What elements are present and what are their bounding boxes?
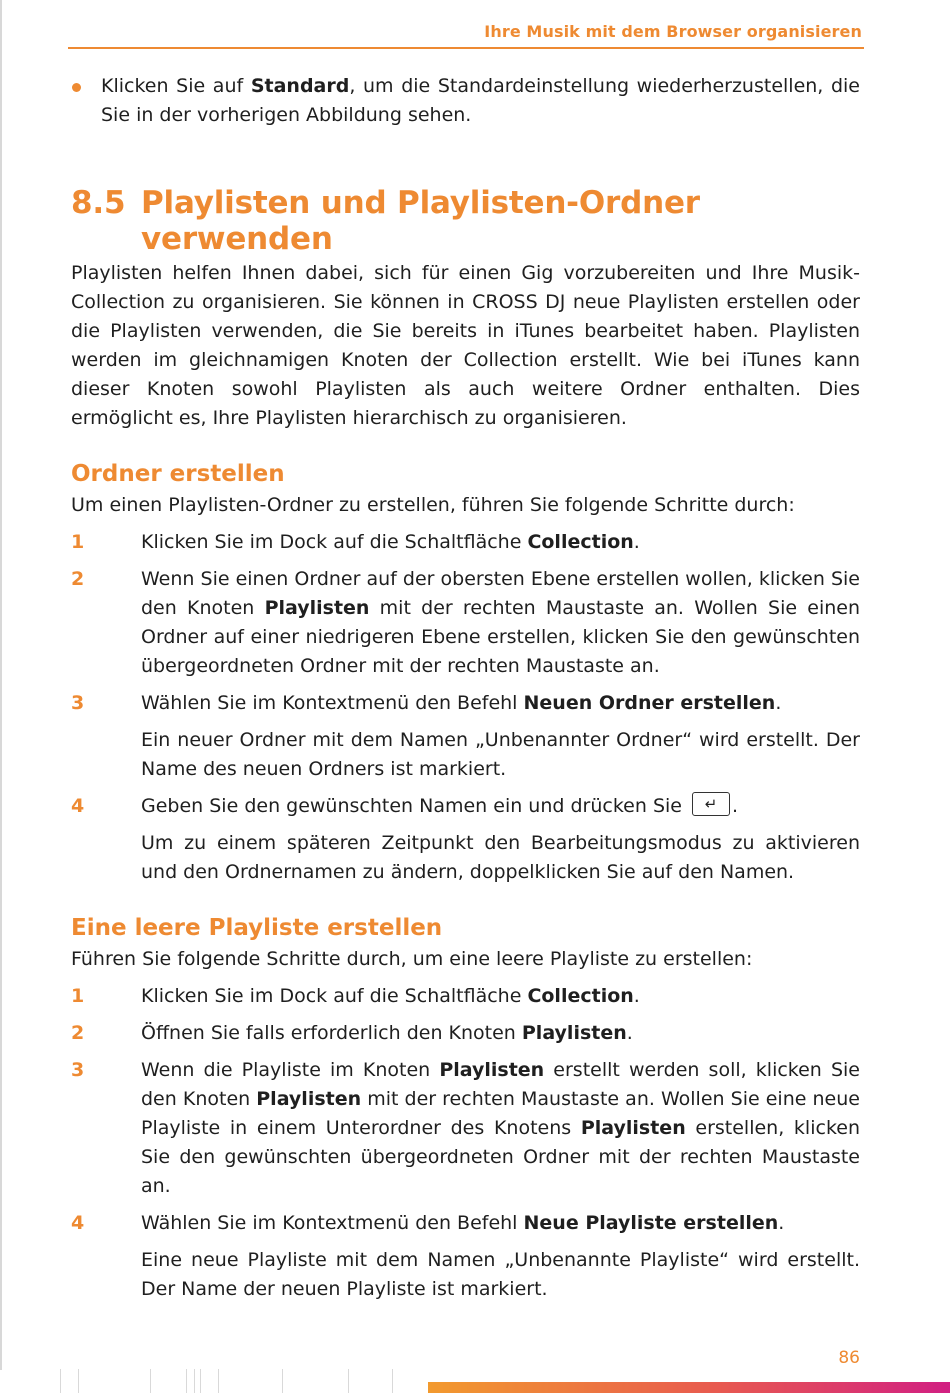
text-span: . (626, 1022, 633, 1044)
step-item (71, 528, 860, 557)
step-item (71, 565, 860, 681)
page-number: 86 (838, 1348, 860, 1368)
text-span: . (633, 531, 640, 553)
step-item (71, 792, 860, 821)
step-text (141, 792, 860, 821)
step-item (71, 1056, 860, 1201)
page-edge (0, 0, 2, 1370)
step-note: Um zu einem späteren Zeitpunkt den Bearbeitungsmodus zu aktivieren und den Ordnernamen zu ändern, doppelklicken Sie auf den Namen. (141, 832, 860, 883)
step-item (71, 982, 860, 1011)
bold-term: Neuen Ordner erstellen (523, 692, 776, 714)
text-span: Klicken Sie im Dock auf die Schaltfläche (141, 985, 528, 1007)
step-text (141, 1019, 860, 1048)
text-span: Wählen Sie im Kontextmenü den Befehl (141, 692, 524, 714)
subheading-playliste: Eine leere Playliste erstellen (71, 915, 443, 941)
text-span: . (633, 985, 640, 1007)
step-number: 3 (71, 692, 85, 714)
text-span: . (775, 692, 782, 714)
step-text (141, 565, 860, 681)
page-content (71, 70, 860, 1304)
intro-bullet-text (101, 72, 860, 130)
step-number: 4 (71, 1212, 85, 1234)
bold-term: Playlisten (580, 1117, 686, 1139)
text-span: Klicken Sie im Dock auf die Schaltfläche (141, 531, 528, 553)
bold-term: Collection (527, 531, 634, 553)
step-number: 1 (71, 531, 85, 553)
step-text (141, 1056, 860, 1201)
text-span: Wenn die Playliste im Knoten (141, 1059, 440, 1081)
text-span: Geben Sie den gewünschten Namen ein und drücken Sie (141, 795, 689, 817)
text-span: , um die Standardeinstellung wiederherzustellen, die Sie in der vorherigen Abbildung sehen. (101, 75, 860, 126)
section-number: 8.5 (71, 185, 126, 221)
step-text (141, 1209, 860, 1238)
step-note: Eine neue Playliste mit dem Namen „Unbenannte Playliste“ wird erstellt. Der Name der neuen Playliste ist markiert. (141, 1249, 860, 1300)
bold-term: Playlisten (256, 1088, 362, 1110)
intro-bullet (71, 72, 860, 130)
bold-term: Collection (527, 985, 634, 1007)
bold-term: Playlisten (264, 597, 370, 619)
text-span: Wenn Sie einen Ordner auf der obersten Ebene erstellen wollen, klicken Sie den Knoten (141, 568, 860, 619)
enter-key-icon: ↵ (692, 792, 730, 816)
text-span: . (778, 1212, 785, 1234)
section-title: Playlisten und Playlisten-Ordner verwenden (141, 185, 700, 257)
step-item (71, 1019, 860, 1048)
footer-crop-marks (0, 1369, 428, 1393)
text-span: Wählen Sie im Kontextmenü den Befehl (141, 1212, 524, 1234)
playliste-intro: Führen Sie folgende Schritte durch, um eine leere Playliste zu erstellen: (71, 948, 753, 970)
bold-term: Playlisten (521, 1022, 627, 1044)
bold-term: Neue Playliste erstellen (523, 1212, 779, 1234)
step-item (71, 689, 860, 718)
bold-term: Standard (250, 75, 350, 97)
step-number: 1 (71, 985, 85, 1007)
text-span: erstellen, klicken Sie den gewünschten übergeordneten Ordner mit der rechten Maustaste an. (141, 1117, 860, 1197)
subheading-ordner: Ordner erstellen (71, 461, 285, 487)
step-text (141, 982, 860, 1011)
step-text (141, 528, 860, 557)
ordner-intro: Um einen Playlisten-Ordner zu erstellen, führen Sie folgende Schritte durch: (71, 494, 795, 516)
bold-term: Playlisten (439, 1059, 545, 1081)
section-paragraph: Playlisten helfen Ihnen dabei, sich für einen Gig vorzubereiten und Ihre Musik-Collection zu organisieren. Sie können in CROSS DJ neue Playlisten erstellen oder die Playlisten verwenden, die Sie bereits in iTunes bearbeitet haben. Playlisten werden im gleichnamigen Knoten der Collection erstellt. Wie bei iTunes kann dieser Knoten sowohl Playlisten als auch weitere Ordner enthalten. Dies ermöglicht es, Ihre Playlisten hierarchisch zu organisieren. (71, 262, 860, 429)
step-number: 2 (71, 1022, 85, 1044)
step-number: 2 (71, 568, 85, 590)
header-rule (68, 47, 864, 49)
text-span: . (732, 795, 739, 817)
step-number: 3 (71, 1059, 85, 1081)
text-span: mit der rechten Maustaste an. Wollen Sie einen Ordner auf einer niedrigeren Ebene erstellen, klicken Sie den gewünschten übergeordneten Ordner mit der rechten Maustaste an. (141, 597, 860, 677)
section-heading (71, 185, 860, 257)
step-number: 4 (71, 795, 85, 817)
text-span: Öffnen Sie falls erforderlich den Knoten (141, 1022, 522, 1044)
step-text (141, 689, 860, 718)
text-span: mit der rechten Maustaste an. Wollen Sie eine neue Playliste in einem Unterordner des Knotens (141, 1088, 860, 1139)
bullet-icon (72, 83, 81, 92)
footer-gradient-bar (428, 1382, 950, 1393)
text-span: Klicken Sie auf (101, 75, 251, 97)
running-header: Ihre Musik mit dem Browser organisieren (484, 22, 862, 41)
step-note: Ein neuer Ordner mit dem Namen „Unbenannter Ordner“ wird erstellt. Der Name des neuen Ordners ist markiert. (141, 729, 860, 780)
text-span: erstellt werden soll, klicken Sie den Knoten (141, 1059, 860, 1110)
step-item (71, 1209, 860, 1238)
